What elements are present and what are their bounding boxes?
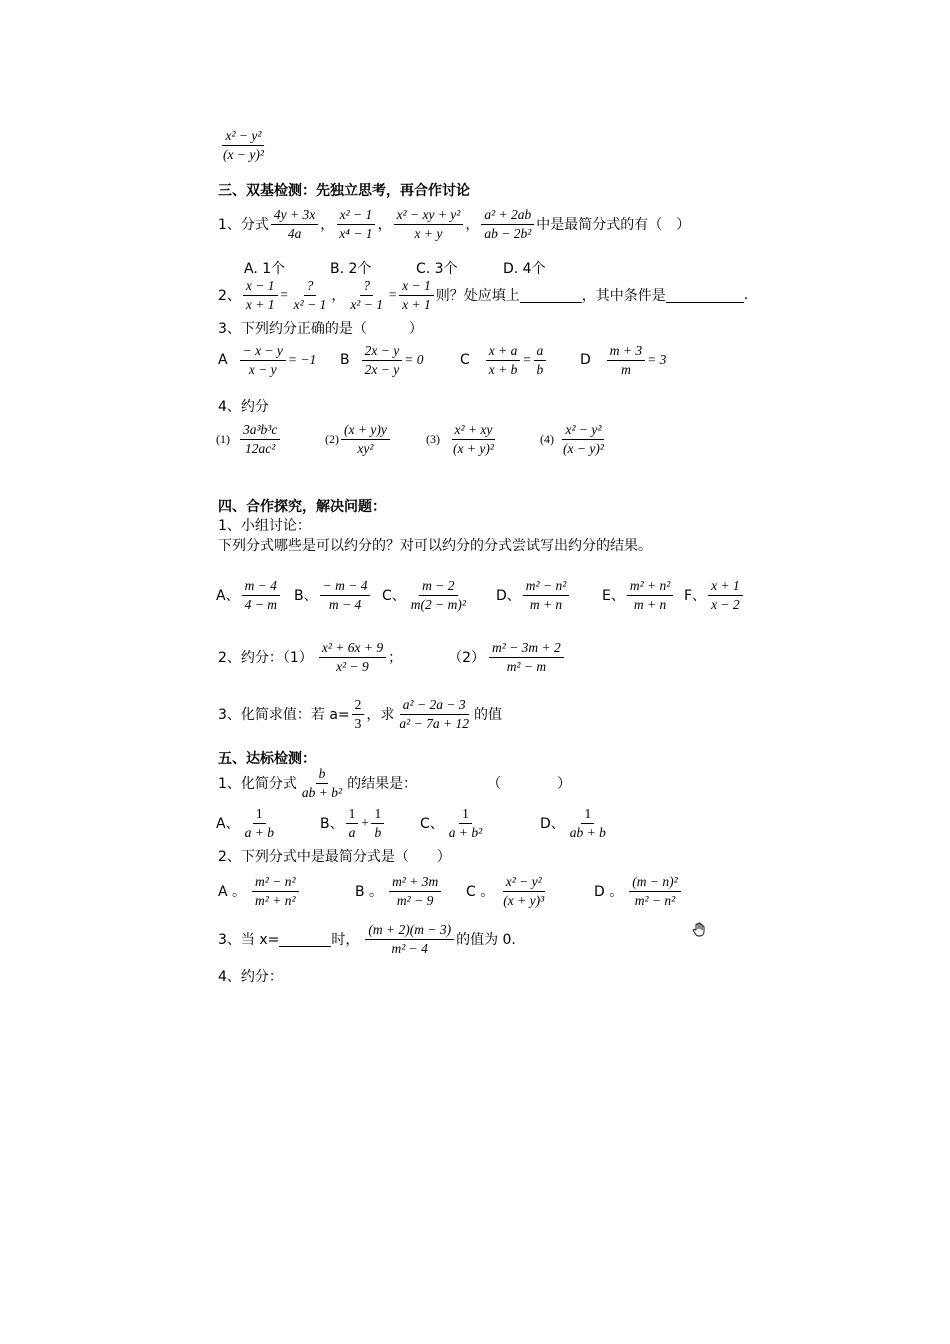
s3-q1-option-c: C. 3个	[416, 261, 458, 277]
s3-q3-option-d: D $\frac{m + 3}{m}$ = 3	[580, 343, 667, 377]
answer-blank[interactable]	[520, 288, 582, 303]
fraction: $\frac{1}{\text{a + b²}}$	[448, 806, 483, 840]
fraction: $\frac{?}{\text{x² − 1}}$	[350, 278, 383, 312]
s3-q1: 1、分式 $\frac{4y + 3x}{4a}$ ， $\frac{\text{x² − 1}}{\text{x⁴ − 1}}$ ， $\frac{\text{x² − xy + y²}}{x + y}$ ， $\frac{\text{a² + 2ab}}{\text{ab − 2b²}}$ 中是最简分式的有（ ）	[218, 207, 691, 241]
s5-q2-option-a: A 。 $\frac{\text{m² − n²}}{\text{m² + n²}}$	[218, 874, 301, 908]
fraction: $\frac{\text{a² − 2a − 3}}{\text{a² − 7a + 12}}$	[399, 697, 469, 731]
s3-q4-item-4: (4) $\frac{\text{x² − y²}}{\text{(x − y)²}}$	[540, 422, 609, 456]
fraction: $\frac{x + a}{x + b}$	[486, 343, 521, 377]
s3-q3-option-c: C $\frac{x + a}{x + b}$ = $\frac{a}{b}$	[460, 343, 548, 377]
top-fraction	[218, 128, 269, 162]
s3-q3-option-a: A $\frac{- x - y}{x - y}$ = −1	[218, 343, 317, 377]
fraction: $\frac{(x + y)y}{\text{xy²}}$	[341, 422, 390, 456]
s3-q4-text: 4、约分	[218, 399, 269, 415]
s4-q1-text: 下列分式哪些是可以约分的？对可以约分的分式尝试写出约分的结果。	[218, 538, 652, 554]
s5-q2-text: 2、下列分式中是最简分式是（ ）	[218, 849, 451, 865]
fraction: $\frac{x - 1}{x + 1}$	[399, 278, 434, 312]
s3-q4-item-3: (3) $\frac{\text{x² + xy}}{\text{(x + y)²}}$	[426, 422, 499, 456]
s3-q1-option-a: A. 1个	[244, 261, 286, 277]
fraction: $\frac{\text{m² − n²}}{\text{m² + n²}}$	[252, 874, 298, 908]
s5-q1-option-d: D、 $\frac{1}{ab + b}$	[540, 806, 611, 840]
fraction: $\frac{\text{m² − n²}}{m + n}$	[523, 578, 569, 612]
section-5-heading: 五、达标检测：	[218, 751, 316, 767]
s3-q3-text: 3、下列约分正确的是（ ）	[218, 321, 423, 337]
s4-option-d: D、 $\frac{\text{m² − n²}}{m + n}$	[496, 578, 571, 612]
s4-option-b: B、 $\frac{- m - 4}{m - 4}$	[294, 578, 372, 612]
fraction: $\frac{b}{\text{ab + b²}}$	[301, 766, 343, 800]
s4-q1-title: 1、小组讨论：	[218, 518, 311, 534]
fraction: $\frac{1}{a + b}$	[244, 806, 274, 840]
fraction: $\frac{- x - y}{x - y}$	[240, 343, 286, 377]
s5-q2-option-b: B 。 $\frac{\text{m² + 3m}}{\text{m² − 9}}$	[355, 874, 443, 908]
s4-option-f: F、 $\frac{x + 1}{x - 2}$	[684, 578, 745, 612]
fraction: $\frac{1}{ab + b}$	[569, 806, 606, 840]
fraction: $\frac{\text{x² − y²}}{\text{(x + y)³}}$	[503, 874, 545, 908]
fraction: $\frac{1}{a}$	[346, 806, 359, 840]
fraction: $\frac{m - 4}{4 - m}$	[242, 578, 280, 612]
fraction: $\frac{\text{x² + xy}}{\text{(x + y)²}}$	[453, 422, 494, 456]
section-3-heading: 三、双基检测：先独立思考，再合作讨论	[218, 183, 470, 199]
s3-q3-option-b: B $\frac{2x - y}{2x - y}$ = 0	[340, 343, 424, 377]
s5-q3: 3、当 x= 时， $\frac{(m + 2)(m - 3)}{\text{m² − 4}}$ 的值为 0.	[218, 922, 516, 956]
fraction: $\frac{\text{(m − n)²}}{\text{m² − n²}}$	[629, 874, 680, 908]
fraction: $\frac{4y + 3x}{4a}$	[271, 207, 318, 241]
fraction: $\frac{m + 3}{m}$	[607, 343, 645, 377]
s5-q1-option-a: A、 $\frac{1}{a + b}$	[216, 806, 279, 840]
fraction: $\frac{\text{m² + n²}}{m + n}$	[627, 578, 673, 612]
s5-q2-option-c: C 。 $\frac{\text{x² − y²}}{\text{(x + y)³}}$	[466, 874, 549, 908]
fraction: $\frac{1}{b}$	[371, 806, 384, 840]
fraction: $\frac{2x - y}{2x - y}$	[362, 343, 403, 377]
answer-blank[interactable]	[279, 932, 331, 947]
fraction: $\frac{a}{b}$	[534, 343, 547, 377]
answer-blank[interactable]	[666, 288, 744, 303]
s4-q2: 2、约分：（1） $\frac{\text{x² + 6x + 9}}{\text{x² − 9}}$ ； （2） $\frac{\text{m² − 3m + 2}}{\text{m² − m}}$	[218, 640, 566, 674]
fraction: $\frac{(m + 2)(m - 3)}{\text{m² − 4}}$	[365, 922, 454, 956]
fraction: $\frac{\text{x² − xy + y²}}{x + y}$	[394, 207, 464, 241]
s5-q2-option-d: D 。 $\frac{\text{(m − n)²}}{\text{m² − n²}}$	[594, 874, 683, 908]
s4-option-e: E、 $\frac{\text{m² + n²}}{m + n}$	[602, 578, 675, 612]
fraction: $\frac{2}{3}$	[352, 697, 365, 731]
fraction: $\frac{\text{x² + 6x + 9}}{\text{x² − 9}}$	[319, 640, 386, 674]
section-4-heading: 四、合作探究，解决问题：	[218, 499, 386, 515]
fraction: $\frac{x - 1}{x + 1}$	[243, 278, 278, 312]
fraction: $\frac{\text{x² − y²}}{\text{(x − y)²}}$	[223, 128, 264, 162]
s4-q3: 3、化简求值：若 a= $\frac{2}{3}$ ，求 $\frac{\text{a² − 2a − 3}}{\text{a² − 7a + 12}}$ 的值	[218, 697, 502, 731]
s5-q4-text: 4、约分：	[218, 969, 283, 985]
s3-q4-item-2: (2) $\frac{(x + y)y}{\text{xy²}}$	[325, 422, 392, 456]
s5-q1-option-c: C、 $\frac{1}{\text{a + b²}}$	[420, 806, 487, 840]
fraction: $\frac{?}{\text{x² − 1}}$	[293, 278, 327, 312]
s3-q1-option-b: B. 2个	[330, 261, 372, 277]
hand-cursor-icon	[692, 922, 706, 937]
s3-q2: 2、 $\frac{x - 1}{x + 1}$ = $\frac{?}{\text{x² − 1}}$ ， $\frac{?}{\text{x² − 1}}$ = $\frac{x - 1}{x + 1}$ 则？处应填上 ，其中条件是 .	[218, 278, 749, 312]
s3-q1-option-d: D. 4个	[503, 261, 546, 277]
fraction: $\frac{x + 1}{x - 2}$	[708, 578, 743, 612]
fraction: $\frac{- m - 4}{m - 4}$	[320, 578, 371, 612]
fraction: $\frac{\text{3a³b³c}}{\text{12ac²}}$	[240, 422, 280, 456]
fraction: $\frac{\text{m² + 3m}}{\text{m² − 9}}$	[389, 874, 441, 908]
fraction: $\frac{\text{m² − 3m + 2}}{\text{m² − m}}$	[489, 640, 564, 674]
s4-option-c: C、 $\frac{m - 2}{\text{m(2 − m)²}}$	[382, 578, 471, 612]
fraction: $\frac{m - 2}{\text{m(2 − m)²}}$	[410, 578, 466, 612]
fraction: $\frac{\text{x² − y²}}{\text{(x − y)²}}$	[563, 422, 604, 456]
fraction: $\frac{\text{x² − 1}}{\text{x⁴ − 1}}$	[336, 207, 375, 241]
s5-q1: 1、化简分式 $\frac{b}{\text{ab + b²}}$ 的结果是： （ ）	[218, 766, 572, 800]
s4-option-a: A、 $\frac{m - 4}{4 - m}$	[216, 578, 282, 612]
s5-q1-option-b: B、 $\frac{1}{a}$ + $\frac{1}{b}$	[320, 806, 386, 840]
s3-q4-item-1: (1) $\frac{\text{3a³b³c}}{\text{12ac²}}$	[216, 422, 282, 456]
fraction: $\frac{\text{a² + 2ab}}{\text{ab − 2b²}}$	[481, 207, 534, 241]
